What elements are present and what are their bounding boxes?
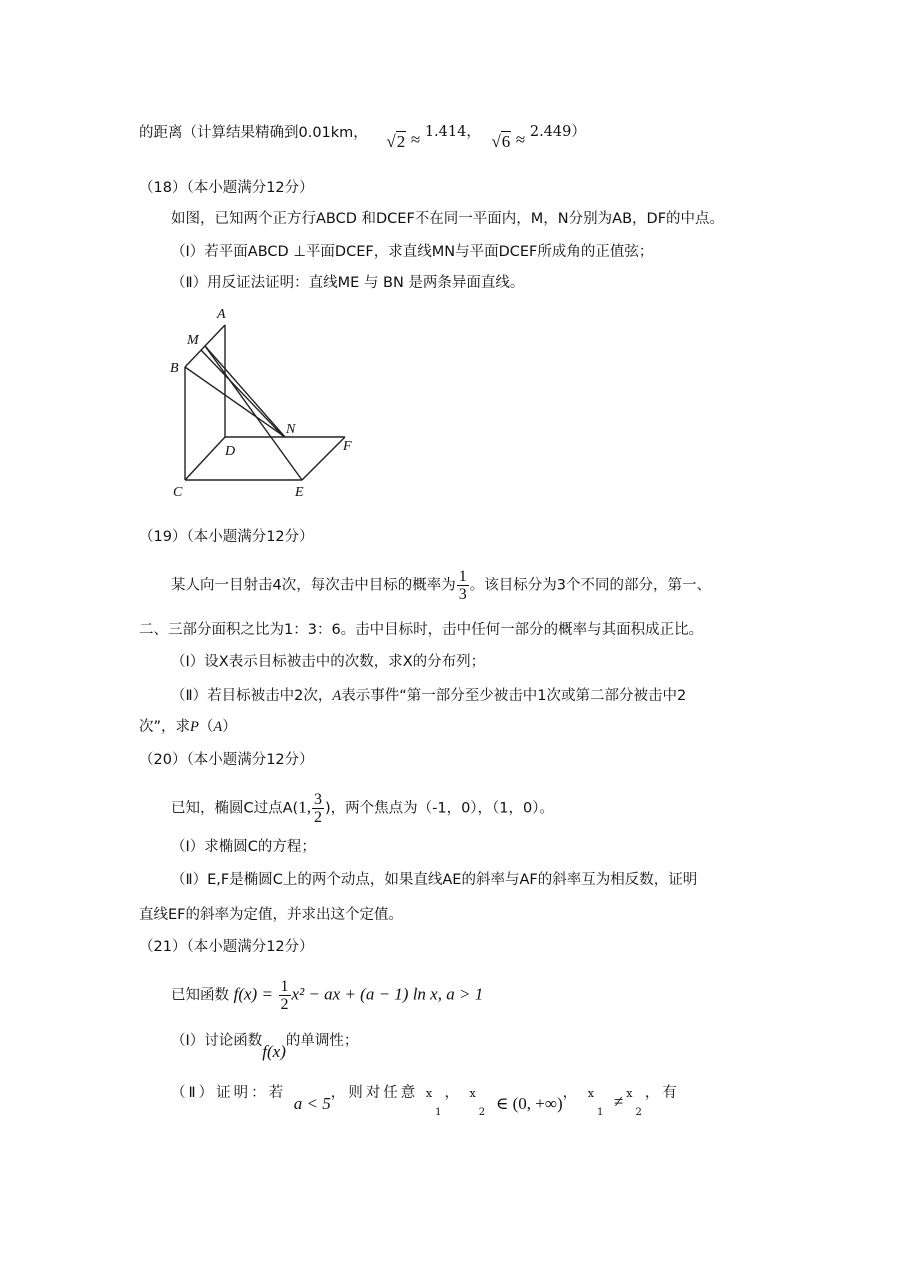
fraction-one-third: $\frac{1}{3}$ [458,568,467,603]
label-M: M [187,333,199,348]
edge-CD [185,437,225,480]
q20-part2-cont: 直线EF的斜率为定值，并求出这个定值。 [139,907,404,923]
q21-header: （21）（本小题满分12分） [139,939,314,955]
label-A: A [217,307,226,322]
segment-BN [185,367,285,437]
q21-function: 已知函数 f(x) = $\frac{1}{2}$ x² − ax + (a − 1) ln x, a > 1 [171,978,484,1013]
q18-header: （18）（本小题满分12分） [139,180,314,196]
q19-part1: （Ⅰ）设X表示目标被击中的次数，求X的分布列； [171,654,486,670]
q19-line1-text: 某人向一目射击4次，每次击中目标的概率为 [171,577,456,594]
q19-line1 [171,568,711,603]
label-C: C [173,485,183,500]
distance-line [139,122,586,151]
geometry-figure [165,300,375,505]
sqrt-2: √2 [386,132,406,151]
fraction-one-half: $\frac{1}{2}$ [280,978,289,1013]
q20-line1: 已知，椭圆C过点A(1, $\frac{3}{2}$ )，两个焦点为（-1，0），（1，0）。 [171,791,554,826]
q21-part1: （Ⅰ）讨论函数f(x)的单调性； [171,1033,359,1061]
q20-part2: （Ⅱ）E,F是椭圆C上的两个动点，如果直线AE的斜率与AF的斜率互为相反数，证明 [171,872,698,888]
label-E: E [295,485,304,500]
sqrt-6: √6 [491,132,511,151]
distance-prefix: 的距离（计算结果精确到0.01km， [139,125,368,141]
q20-part1: （Ⅰ）求椭圆C的方程； [171,839,316,855]
label-F: F [343,439,352,454]
segment-BM-inner [201,350,283,436]
label-N: N [286,422,296,437]
fraction-three-halves: $\frac{3}{2}$ [313,791,322,826]
q18-part2: （Ⅱ）用反证法证明：直线ME 与 BN 是两条异面直线。 [171,275,525,291]
q21-part2: （Ⅱ）证明：若 a < 5，则对任意 $x_1$， $x_2$ ∈ (0, +∞)， $x_1 \ne x_2$，有 [171,1085,680,1118]
segment-MN [205,346,285,437]
edge-EF [302,437,345,480]
q19-line2: 二、三部分面积之比为1：3：6。击中目标时，击中任何一部分的概率与其面积成正比。 [139,622,704,638]
label-B: B [170,361,179,376]
value-sqrt2: 1.414， [424,124,481,140]
segment-ME [205,346,302,480]
approx-symbol: ≈ [410,130,421,149]
q19-part2: （Ⅱ）若目标被击中2次，A表示事件“第一部分至少被击中1次或第二部分被击中2 [171,688,687,704]
q19-part2-cont: 次”，求P（A） [139,719,237,735]
value-sqrt6: 2.449） [529,124,586,140]
approx-symbol: ≈ [515,130,526,149]
q19-header: （19）（本小题满分12分） [139,529,314,545]
q18-intro: 如图，已知两个正方行ABCD 和DCEF不在同一平面内，M，N分别为AB，DF的中点。 [171,211,725,227]
q19-line1-text-cont: 。该目标分为3个不同的部分，第一、 [469,577,711,594]
q20-header: （20）（本小题满分12分） [139,752,314,768]
label-D: D [225,444,236,459]
q18-part1: （Ⅰ）若平面ABCD ⊥平面DCEF，求直线MN与平面DCEF所成角的正值弦； [171,244,654,260]
